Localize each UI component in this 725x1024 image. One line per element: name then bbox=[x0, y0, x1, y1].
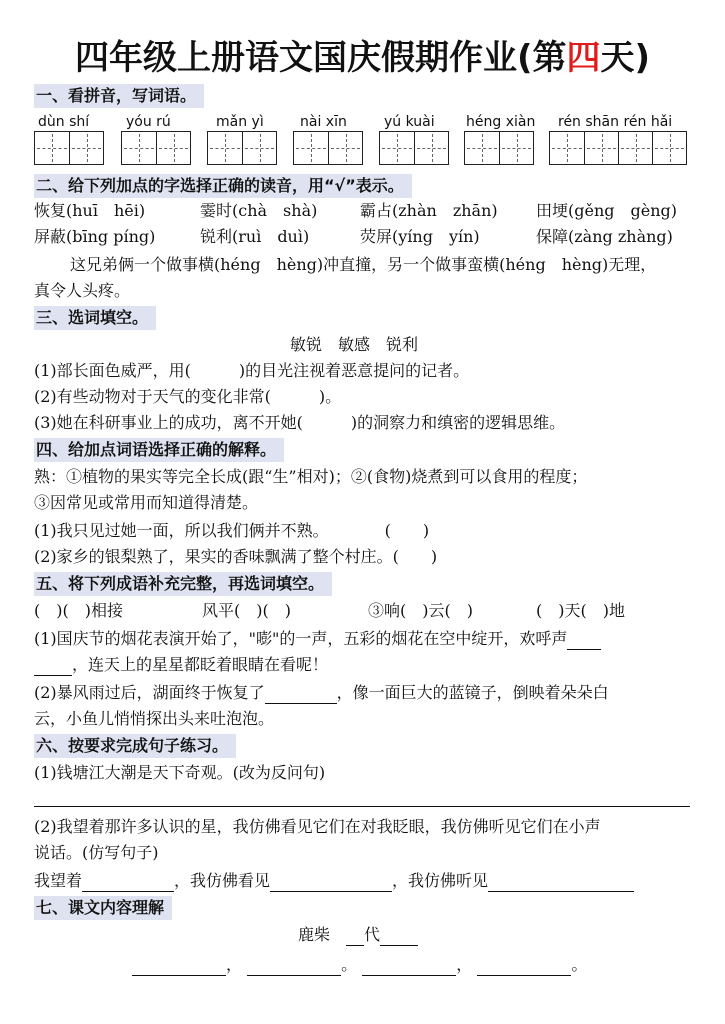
section-2-heading: 二、给下列加点的字选择正确的读音，用“√”表示。 bbox=[34, 174, 412, 198]
writing-box-6[interactable] bbox=[464, 131, 534, 165]
pinyin-5: yú kuài bbox=[384, 114, 435, 130]
title-text: 四年级上册语文国庆假期作业(第 bbox=[74, 38, 567, 78]
writing-box-5[interactable] bbox=[379, 131, 449, 165]
author-blank[interactable] bbox=[380, 928, 418, 946]
page-title bbox=[0, 30, 725, 79]
idiom-question-1-line-1 bbox=[34, 628, 601, 650]
pinyin-4: nài xīn bbox=[300, 114, 347, 130]
fill-question-2: (2)有些动物对于天气的变化非常( )。 bbox=[34, 387, 342, 406]
reading-item-6: 锐利(ruì duì) bbox=[200, 227, 310, 246]
idiom-question-1-text: (1)国庆节的烟花表演开始了，"嘭"的一声，五彩的烟花在空中绽开，欢呼声 bbox=[34, 629, 568, 648]
idiom-question-2-text: (2)暴风雨过后，湖面终于恢复了 bbox=[34, 683, 265, 702]
pinyin-3: mǎn yì bbox=[216, 114, 264, 130]
period: 。 bbox=[341, 955, 358, 974]
definition-line-1: 熟：①植物的果实等完全长成(跟“生”相对)；②(食物)烧煮到可以食用的程度； bbox=[34, 467, 588, 486]
answer-line[interactable] bbox=[34, 806, 690, 807]
word-choices: 敏锐 敏感 锐利 bbox=[290, 335, 419, 354]
idiom-3: ③响( )云( ) bbox=[368, 601, 473, 620]
reading-item-5: 屏蔽(bīng píng) bbox=[34, 227, 156, 246]
reading-item-3: 霸占(zhàn zhān) bbox=[360, 201, 498, 220]
poem-line-blank-3[interactable] bbox=[362, 958, 456, 976]
idiom-question-1-line-2 bbox=[34, 654, 328, 676]
pinyin-2: yóu rú bbox=[126, 114, 171, 130]
answer-blank[interactable] bbox=[82, 874, 174, 892]
imitation-sentence bbox=[34, 870, 634, 892]
imitation-word-3: ，我仿佛听见 bbox=[392, 871, 489, 890]
section-7-heading: 七、课文内容理解 bbox=[34, 896, 172, 920]
section-1-heading: 一、看拼音，写词语。 bbox=[34, 84, 204, 108]
section-3-heading: 三、选词填空。 bbox=[34, 306, 156, 330]
idiom-question-1-continuation: ，连天上的星星都眨着眼睛在看呢！ bbox=[72, 655, 329, 674]
dynasty-blank[interactable] bbox=[346, 928, 364, 946]
title-suffix: 天) bbox=[600, 38, 651, 78]
imitation-word-2: ，我仿佛看见 bbox=[174, 871, 271, 890]
fill-question-3: (3)她在科研事业上的成功，离不开她( )的洞察力和缜密的逻辑思维。 bbox=[34, 413, 566, 432]
poem-lines bbox=[132, 954, 587, 976]
answer-blank[interactable] bbox=[567, 632, 601, 650]
imitation-word-1: 我望着 bbox=[34, 871, 83, 890]
answer-blank[interactable] bbox=[265, 686, 337, 704]
poem-header bbox=[298, 924, 418, 946]
poem-line-blank-4[interactable] bbox=[477, 958, 571, 976]
idiom-question-2-line-1 bbox=[34, 682, 609, 704]
idiom-question-2-line-2: 云，小鱼儿悄悄探出头来吐泡泡。 bbox=[34, 709, 275, 728]
definition-line-2: ③因常见或常用而知道得清楚。 bbox=[34, 493, 259, 512]
section-4-heading: 四、给加点词语选择正确的解释。 bbox=[34, 438, 284, 462]
writing-box-1[interactable] bbox=[34, 131, 104, 165]
sentence-question-2-line-1: (2)我望着那许多认识的星，我仿佛看见它们在对我眨眼，我仿佛听见它们在小声 bbox=[34, 817, 601, 836]
idiom-question-2-text-2: ，像一面巨大的蓝镜子，倒映着朵朵白 bbox=[336, 683, 609, 702]
sentence-question-2-line-2: 说话。(仿写句子) bbox=[34, 843, 159, 862]
writing-box-4[interactable] bbox=[293, 131, 363, 165]
meaning-question-1: (1)我只见过她一面，所以我们俩并不熟。 ( ) bbox=[34, 521, 430, 540]
reading-item-1: 恢复(huī hēi) bbox=[34, 201, 146, 220]
answer-blank[interactable] bbox=[488, 874, 634, 892]
answer-blank[interactable] bbox=[34, 658, 72, 676]
idiom-4: ( )天( )地 bbox=[536, 601, 625, 620]
pinyin-7: rén shān rén hǎi bbox=[558, 114, 673, 130]
idiom-1: ( )( )相接 bbox=[34, 601, 123, 620]
comma: ， bbox=[226, 955, 243, 974]
reading-paragraph-line-2: 真令人头疼。 bbox=[34, 281, 131, 300]
poem-line-blank-1[interactable] bbox=[132, 958, 226, 976]
idiom-2: 风平( )( ) bbox=[202, 601, 291, 620]
pinyin-6: héng xiàn bbox=[466, 114, 536, 130]
poem-title: 鹿柴 bbox=[298, 925, 331, 944]
period: 。 bbox=[571, 955, 588, 974]
writing-box-7[interactable] bbox=[549, 131, 687, 165]
comma: ， bbox=[456, 955, 473, 974]
reading-paragraph-line-1: 这兄弟俩一个做事横(héng hèng)冲直撞，另一个做事蛮横(héng hèng)无理， bbox=[70, 255, 657, 274]
writing-box-3[interactable] bbox=[207, 131, 277, 165]
answer-blank[interactable] bbox=[270, 874, 392, 892]
section-6-heading: 六、按要求完成句子练习。 bbox=[34, 734, 236, 758]
fill-question-1: (1)部长面色威严，用( )的目光注视着恶意提问的记者。 bbox=[34, 361, 470, 380]
poem-line-blank-2[interactable] bbox=[247, 958, 341, 976]
reading-item-7: 荧屏(yíng yín) bbox=[360, 227, 480, 246]
writing-box-2[interactable] bbox=[121, 131, 191, 165]
pinyin-1: dùn shí bbox=[38, 114, 90, 130]
reading-item-4: 田埂(gěng gèng) bbox=[536, 201, 678, 220]
reading-item-8: 保障(zàng zhàng) bbox=[536, 227, 673, 246]
section-5-heading: 五、将下列成语补充完整，再选词填空。 bbox=[34, 572, 332, 596]
reading-item-2: 霎时(chà shà) bbox=[200, 201, 318, 220]
sentence-question-1: (1)钱塘江大潮是天下奇观。(改为反问句) bbox=[34, 763, 326, 782]
title-day-highlight: 四 bbox=[566, 38, 601, 78]
dynasty-label: 代 bbox=[364, 925, 381, 944]
meaning-question-2: (2)家乡的银梨熟了，果实的香味飘满了整个村庄。( ) bbox=[34, 547, 438, 566]
